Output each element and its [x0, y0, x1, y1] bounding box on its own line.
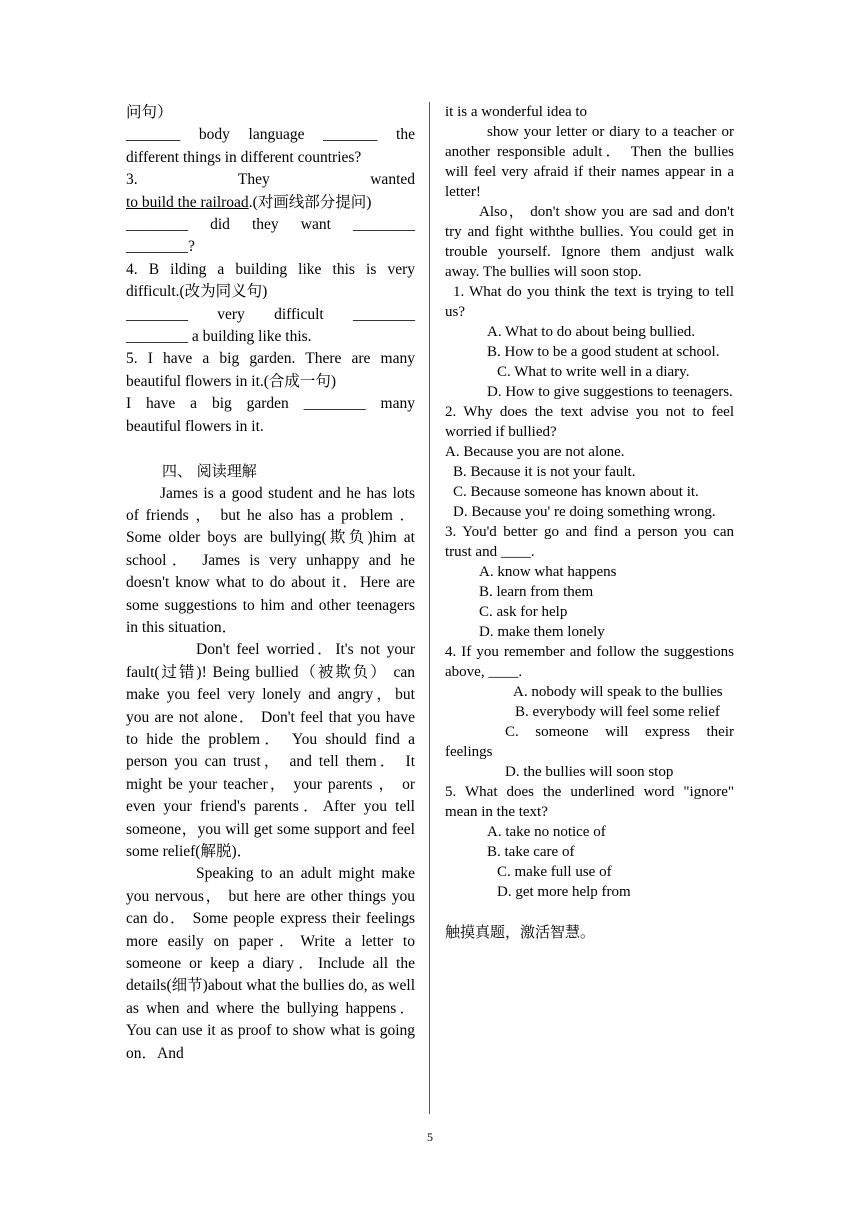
answer-blank-line: ________ a building like this.: [126, 328, 312, 346]
text-line: _______ body language _______ the: [126, 126, 415, 144]
option: C. someone will express their feelings: [445, 724, 734, 760]
option: D. make them lonely: [479, 624, 605, 640]
reading-paragraph-1: James is a good student and he has lots of friends ， but he also has a problem ． Some older boys are bullying(欺负)him at school． James is very unhappy and he doesn't know what to do about it．Here are some suggestions to him and other teenagers in this situation．: [126, 484, 415, 636]
option: C. make full use of: [497, 864, 612, 880]
footer-slogan: 触摸真题，激活智慧。: [445, 923, 596, 941]
option: C. Because someone has known about it.: [453, 484, 699, 500]
answer-blank-line: I have a big garden ________ many: [126, 395, 415, 413]
option: A. What to do about being bullied.: [487, 324, 696, 340]
option: D. get more help from: [497, 884, 631, 900]
option: B. take care of: [487, 844, 575, 860]
page-number: 5: [427, 1130, 433, 1144]
reading-paragraph-4: show your letter or diary to a teacher or another responsible adult． Then the bullies will feel very afraid if their names appear in a letter!: [445, 124, 734, 200]
question-5-line: 5. I have a big garden. There are many: [126, 350, 415, 368]
right-column: [445, 102, 734, 942]
underlined-phrase: to build the railroad: [126, 193, 249, 211]
question-2: 2. Why does the text advise you not to feel worried if bullied?: [445, 404, 734, 440]
left-column: [126, 102, 415, 1065]
option: B. everybody will feel some relief: [515, 704, 720, 720]
answer-blank-line: ________?: [126, 238, 195, 256]
question-1: 1. What do you think the text is trying to tell us?: [445, 284, 734, 320]
answer-blank-line: ________ did they want ________: [126, 216, 415, 234]
option: B. How to be a good student at school.: [487, 344, 720, 360]
reading-paragraph-2: Don't feel worried．It's not your fault(过错)! Being bullied（被欺负） can make you feel very lonely and angry，but you are not alone． Don't feel that you have to hide the problem． You should find a person you can trust， and tell them． It might be your teacher， your parents ， or even your friend's parents．After you tell someone，you will get some support and feel some relief(解脱)．: [126, 641, 415, 860]
question-5: 5. What does the underlined word "ignore" mean in the text?: [445, 784, 734, 820]
option: B. learn from them: [479, 584, 594, 600]
text-line: it is a wonderful idea to: [445, 104, 588, 120]
option: D. Because you' re doing something wrong.: [453, 504, 716, 520]
text-line: beautiful flowers in it.: [126, 417, 264, 435]
option: A. know what happens: [479, 564, 617, 580]
option: B. Because it is not your fault.: [453, 464, 636, 480]
reading-paragraph-3: Speaking to an adult might make you nervous， but here are other things you can do． Some people express their feelings more easily on paper．Write a letter to someone or keep a diary．Include all the details(细节)about what the bullies do, as well as when and where the bullying happens．You can use it as proof to show what is going on．And: [126, 865, 415, 1062]
option: D. How to give suggestions to teenagers.: [487, 384, 733, 400]
option: A. nobody will speak to the bullies: [513, 684, 723, 700]
instruction: .(对画线部分提问): [248, 193, 372, 211]
option: C. What to write well in a diary.: [497, 364, 690, 380]
option: A. Because you are not alone.: [445, 444, 625, 460]
question-4-line: 4. B ilding a building like this is very: [126, 260, 415, 278]
text-line: 问句）: [126, 104, 173, 121]
question-3-label: 3. They wanted: [126, 171, 415, 189]
text-line: different things in different countries?: [126, 148, 362, 166]
answer-blank-line: ________ very difficult ________: [126, 305, 415, 323]
column-divider: [429, 102, 430, 1114]
question-3: 3. You'd better go and find a person you can trust and ____.: [445, 524, 734, 560]
section-heading: 四、 阅读理解: [162, 462, 257, 481]
option: C. ask for help: [479, 604, 568, 620]
text-line: beautiful flowers in it.(合成一句): [126, 372, 337, 390]
text-line: difficult.(改为同义句): [126, 283, 268, 301]
text-line: [126, 192, 415, 214]
reading-paragraph-5: Also， don't show you are sad and don't try and fight withthe bullies. You could get in trouble yourself. Ignore them andjust walk away. The bullies will soon stop.: [445, 204, 734, 280]
option: D. the bullies will soon stop: [505, 764, 674, 780]
question-4: 4. If you remember and follow the suggestions above, ____.: [445, 644, 734, 680]
option: A. take no notice of: [487, 824, 606, 840]
